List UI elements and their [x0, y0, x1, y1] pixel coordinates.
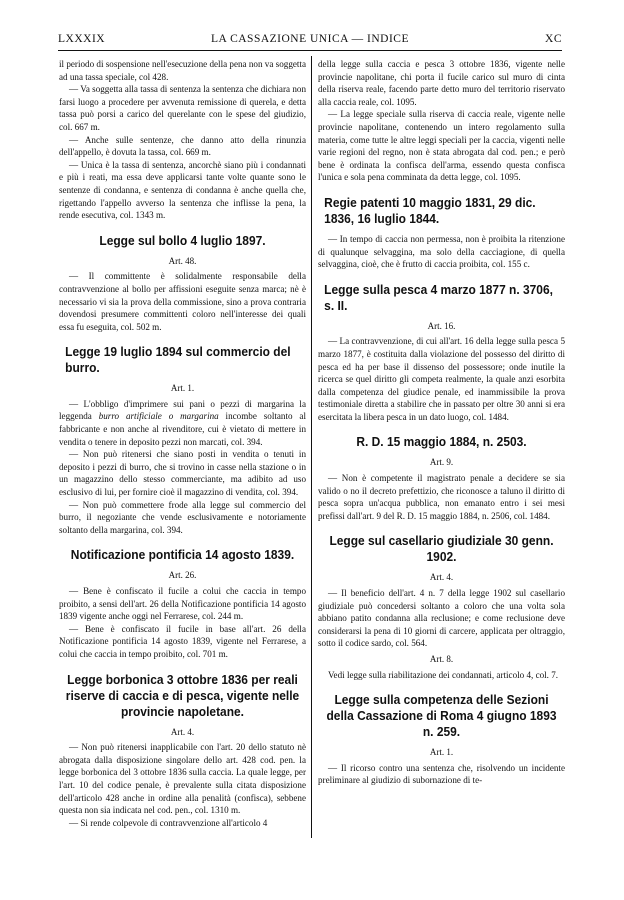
- paragraph: Vedi legge sulla riabilitazione dei condannati, articolo 4, col. 7.: [328, 669, 559, 680]
- paragraph: — La contravvenzione, di cui all'art. 16 della legge sulla pesca 5 marzo 1877, è costituita dalla violazione del possesso del diritto di pesca ed ha per base il dissenso del possessore; onde inutile la ricerca se quel diritto gli competa realmente, la quale anzi esorbita dalla competenza del giudice penale, ed inammissibile la prova testimoniale diretta a stabilire che in passato per oltre 30 anni si era esercitata la libera pesca in un dato luogo, col. 1484.: [318, 336, 565, 422]
- article-number: Art. 8.: [429, 654, 454, 664]
- paragraph: — Il ricorso contro una sentenza che, risolvendo un incidente preliminare al giudizio di subornazione di te-: [318, 762, 565, 786]
- section-heading-regio-decreto: R. D. 15 maggio 1884, n. 2503.: [356, 435, 527, 450]
- left-column: [59, 58, 306, 829]
- paragraph: — Il committente è solidalmente responsabile della contravvenzione al bollo per affissioni eseguite senza marca; nè è necessario vi sia la prova della commissione, sino a prova contraria dovendosi presumere committenti coloro nell'interesse dei quali essa fu eseguita, col. 502 m.: [59, 271, 306, 332]
- column-divider: [311, 56, 312, 838]
- paragraph: — La legge speciale sulla riserva di caccia reale, vigente nelle provincie napolitane, contenendo un intero regolamento sulla materia, come tutte le altre leggi speciali per la caccia, vigenti nelle varie regioni del regno, non è stata abrogata dal cod. pen.; e però bene è ordinata la confisca dell'arma, essendo questa confisca l'unica e sola pena comminata da detta legge, col. 1095.: [318, 109, 565, 183]
- paragraph: — Unica è la tassa di sentenza, ancorchè siano più i condannati e più i reati, ma essa deve applicarsi tante volte quante sono le sentenze di condanna, e sentenza di condanna è anche quella che, rigettando l'appello avverso la sentenza che inflisse la pena, la rende esecutiva, col. 1343 m.: [59, 159, 306, 221]
- section-heading-notificazione-pontificia: Notificazione pontificia 14 agosto 1839.: [70, 548, 295, 563]
- paragraph: — Bene è confiscato il fucile a colui che caccia in tempo proibito, a sensi dell'art. 26 della Notificazione pontificia 14 agosto 1839 vigente anche oggi nel Ferrarese, col. 244 m.: [59, 586, 306, 622]
- article-number: Art. 16.: [427, 320, 456, 331]
- article-number: Art. 1.: [170, 383, 195, 394]
- text-run: incombe soltanto al fabbricante e non anche al rivenditore, cui è vietato di mettere in vendita o tenere in deposito pezzi non marcati, col. 394.: [59, 411, 306, 447]
- paragraph: — Bene è confiscato il fucile in base all'art. 26 della Notificazione pontificia 14 agosto 1839, vigente nel Ferrarese, a colui che caccia in tempo proibito, col. 701 m.: [59, 623, 306, 659]
- header-title: LA CASSAZIONE UNICA — INDICE: [211, 33, 409, 45]
- paragraph: — Non può ritenersi che siano posti in vendita o tenuti in deposito i pezzi di burro, che si trovino in casse nella stazione o in un magazzino dello stesso commerciante, ma adibito ad uso esclusivo di lui, per fornire cioè il magazzino di vendita, col. 394.: [59, 449, 306, 498]
- section-heading-regie-patenti: Regie patenti 10 maggio 1831, 29 dic. 1836, 16 luglio 1844.: [324, 195, 536, 226]
- paragraph: il periodo di sospensione nell'esecuzione della pena non va soggetta ad una tassa speciale, col 428.: [59, 59, 306, 82]
- article-number: Art. 9.: [429, 457, 454, 468]
- paragraph: — Va soggetta alla tassa di sentenza la sentenza che dichiara non farsi luogo a procedere per avvenuta remissione di querela, e detta tassa può porsi a carico del querelante con le spese del giudizio, col. 667 m.: [59, 84, 306, 132]
- paragraph: — Non può commettere frode alla legge sul commercio del burro, il negoziante che vende esclusivamente e notoriamente soltanto della margarina, col. 394.: [59, 499, 306, 535]
- paragraph: — In tempo di caccia non permessa, non è proibita la ritenzione di qualunque selvaggina, ma solo della cacciagione, di quella selvaggina, cioè, che è frutto di caccia proibita, col. 155 c.: [318, 233, 565, 270]
- section-heading-legge-bollo: Legge sul bollo 4 luglio 1897.: [99, 233, 266, 248]
- article-number: Art. 1.: [429, 747, 454, 758]
- section-heading-legge-borbonica: Legge borbonica 3 ottobre 1836 per reali riserve di caccia e di pesca, vigente nelle provincie napoletane.: [65, 672, 300, 719]
- article-number: Art. 4.: [170, 726, 195, 737]
- header-right-column-number: XC: [545, 33, 562, 45]
- right-column: [318, 58, 565, 787]
- text-run: — L'obbligo d'imprimere sui pani o pezzi di margarina la leggenda: [59, 398, 306, 422]
- header-left-column-number: LXXXIX: [58, 33, 106, 45]
- paragraph: — Non può ritenersi inapplicabile con l'art. 20 dello statuto nè abrogata dalla disposizione singolare dello art. 428 cod. pen. la legge borbonica del 3 ottobre 1836 sulla caccia. La quale legge, per l'art. 10 del codice penale, è prevalente sulla citata disposizione dell'articolo 428 anche in ordine alla penalità (confisca), sebbene questa non sia indicata nel cod. pen., col. 1310 m.: [59, 742, 306, 816]
- section-heading-casellario-giudiziale: Legge sul casellario giudiziale 30 genn. 1902.: [329, 534, 554, 565]
- section-heading-legge-pesca: Legge sulla pesca 4 marzo 1877 n. 3706, s. II.: [324, 282, 553, 313]
- italic-text: burro artificiale o margarina: [98, 411, 219, 422]
- article-number: Art. 4.: [429, 572, 454, 583]
- section-heading-competenza-sezioni: Legge sulla competenza delle Sezioni della Cassazione di Roma 4 giugno 1893 n. 259.: [326, 693, 557, 740]
- paragraph: [59, 398, 306, 448]
- article-number: Art. 48.: [168, 255, 197, 266]
- section-heading-legge-burro: Legge 19 luglio 1894 sul commercio del burro.: [65, 345, 291, 376]
- running-header: [58, 30, 562, 51]
- paragraph: — Non è competente il magistrato penale a decidere se sia valido o no il decreto prefettizio, che riconosce a taluno il diritto di pesca sopra un'acqua pubblica, non emanato entro i sei mesi prefissi dall'art. 9 del R. D. 15 maggio 1884, n. 2506, col. 1484.: [318, 473, 565, 521]
- paragraph: — Il beneficio dell'art. 4 n. 7 della legge 1902 sul casellario giudiziale può concedersi soltanto a coloro che una volta sola abbiano patito condanna alla reclusione; e come reclusione deve considerarsi la pena di 10 giorni di carcere, applicata per oltraggio, sotto il codice sardo, col. 564.: [318, 588, 565, 649]
- article-number: Art. 26.: [168, 570, 197, 581]
- paragraph: — Anche sulle sentenze, che danno atto della rinunzia dell'appello, è dovuta la tassa, col. 669 m.: [59, 134, 306, 158]
- paragraph: — Si rende colpevole di contravvenzione all'articolo 4: [69, 817, 268, 828]
- paragraph: della legge sulla caccia e pesca 3 ottobre 1836, vigente nelle provincie napolitane, chi porta il fucile carico sul muro di cinta della riserva reale, facendo parte detto muro del territorio riservato alla caccia reale, col. 1095.: [318, 59, 565, 107]
